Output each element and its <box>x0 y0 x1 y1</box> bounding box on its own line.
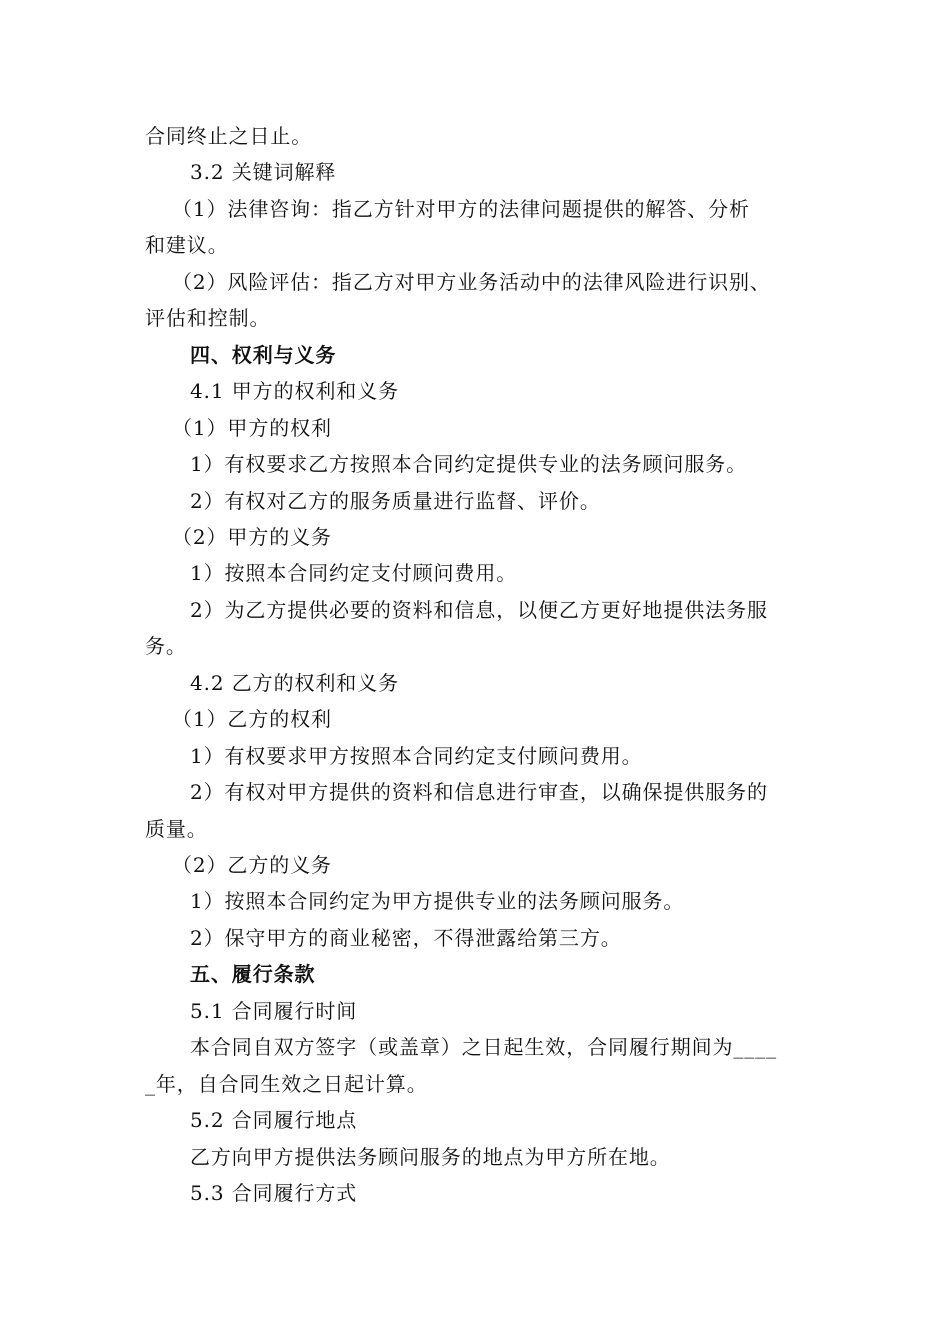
list-item: 2）为乙方提供必要的资料和信息，以便乙方更好地提供法务服 <box>190 598 768 622</box>
paragraph-line: 乙方向甲方提供法务顾问服务的地点为甲方所在地。 <box>190 1145 671 1169</box>
list-item: 2）有权对乙方的服务质量进行监督、评价。 <box>190 489 601 513</box>
section-heading: 五、履行条款 <box>190 962 316 986</box>
list-item: 1）有权要求甲方按照本合同约定支付顾问费用。 <box>190 744 643 768</box>
paragraph-line: 本合同自双方签字（或盖章）之日起生效，合同履行期间为____ <box>190 1035 777 1059</box>
list-item: 2）保守甲方的商业秘密，不得泄露给第三方。 <box>190 926 622 950</box>
clause-heading: 5.2 合同履行地点 <box>190 1108 358 1132</box>
paragraph-line: （1）法律咨询：指乙方针对甲方的法律问题提供的解答、分析 <box>172 197 750 221</box>
subclause-heading: （1）甲方的权利 <box>172 416 332 440</box>
list-item: 1）按照本合同约定支付顾问费用。 <box>190 561 518 585</box>
paragraph-line: 合同终止之日止。 <box>145 124 313 148</box>
section-heading: 四、权利与义务 <box>190 343 337 367</box>
clause-heading: 5.3 合同履行方式 <box>190 1181 358 1205</box>
subclause-heading: （1）乙方的权利 <box>172 707 332 731</box>
clause-heading: 4.1 甲方的权利和义务 <box>190 379 399 403</box>
clause-heading: 3.2 关键词解释 <box>190 160 337 184</box>
paragraph-line: 和建议。 <box>145 233 229 257</box>
paragraph-line: 评估和控制。 <box>145 306 271 330</box>
paragraph-line: （2）风险评估：指乙方对甲方业务活动中的法律风险进行识别、 <box>172 270 771 294</box>
subclause-heading: （2）甲方的义务 <box>172 525 332 549</box>
list-item: 1）按照本合同约定为甲方提供专业的法务顾问服务。 <box>190 889 685 913</box>
list-item-continuation: 质量。 <box>145 817 208 841</box>
subclause-heading: （2）乙方的义务 <box>172 853 332 877</box>
clause-heading: 4.2 乙方的权利和义务 <box>190 671 399 695</box>
list-item: 1）有权要求乙方按照本合同约定提供专业的法务顾问服务。 <box>190 452 748 476</box>
list-item-continuation: 务。 <box>145 634 187 658</box>
paragraph-line: _年，自合同生效之日起计算。 <box>145 1072 428 1096</box>
list-item: 2）有权对甲方提供的资料和信息进行审查，以确保提供服务的 <box>190 780 768 804</box>
clause-heading: 5.1 合同履行时间 <box>190 999 358 1023</box>
